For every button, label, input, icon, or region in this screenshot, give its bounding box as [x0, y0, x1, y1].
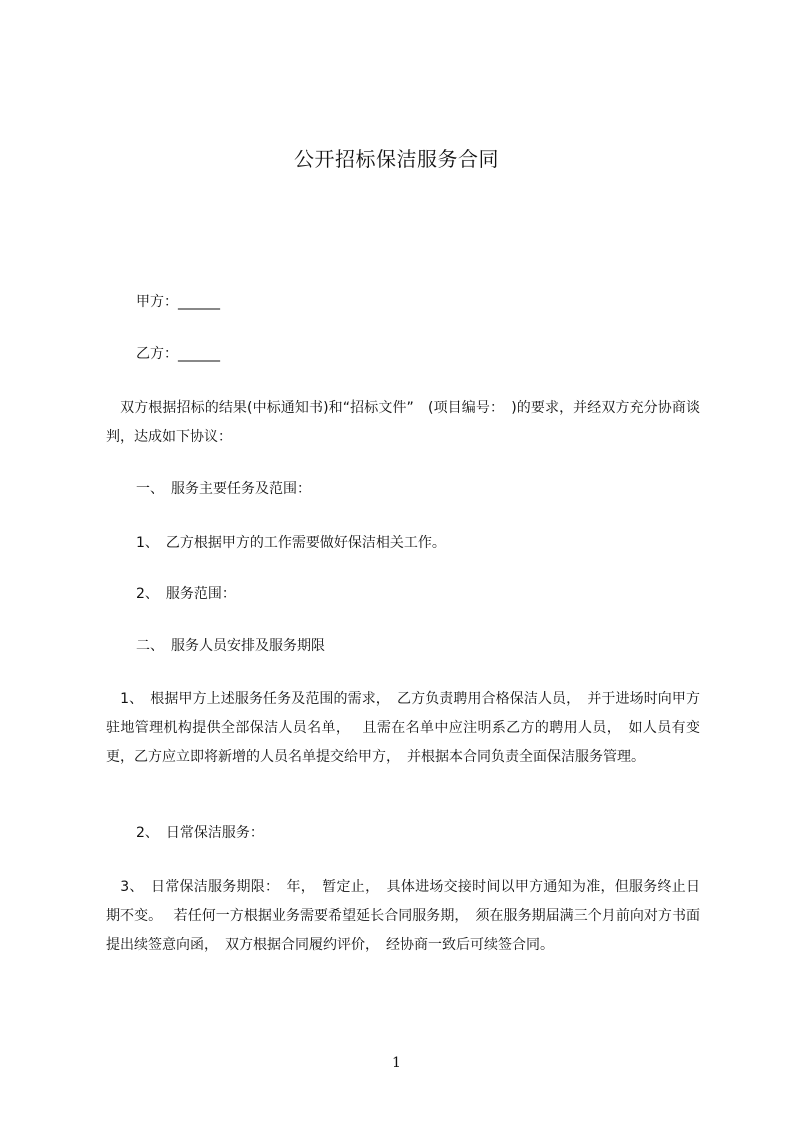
page-number: 1: [392, 1055, 401, 1071]
section-1-item-2: 2、 服务范围：: [136, 586, 236, 602]
section-2-item-1: 1、 根据甲方上述服务任务及范围的需求， 乙方负责聘用合格保洁人员， 并于进场时向甲方驻地管理机构提供全部保洁人员名单， 且需在名单中应注明系乙方的聘用人员， 如人员有变更，乙方应立即将新增的人员名单提交给甲方， 并根据本合同负责全面保洁服务管理。: [106, 691, 700, 765]
section-1-item-1: 1、 乙方根据甲方的工作需要做好保洁相关工作。: [136, 535, 446, 551]
section-2-item-2: 2、 日常保洁服务：: [136, 825, 264, 841]
section-1-heading: 一、 服务主要任务及范围：: [136, 481, 311, 497]
section-2-item-3: 3、 日常保洁服务期限： 年， 暂定止， 具体进场交接时间以甲方通知为准，但服务终止日期不变。 若任何一方根据业务需要希望延长合同服务期， 须在服务期届满三个月前向对方书面提出续签意向函， 双方根据合同履约评价， 经协商一致后可续签合同。: [106, 879, 700, 953]
party-a-line: 甲方：______: [136, 294, 220, 310]
intro-paragraph: 双方根据招标的结果(中标通知书)和“招标文件” (项目编号： )的要求，并经双方充分协商谈判，达成如下协议：: [106, 400, 700, 445]
party-b-line: 乙方：______: [136, 346, 220, 362]
document-title: 公开招标保洁服务合同: [294, 147, 499, 171]
section-2-heading: 二、 服务人员安排及服务期限: [136, 638, 325, 654]
